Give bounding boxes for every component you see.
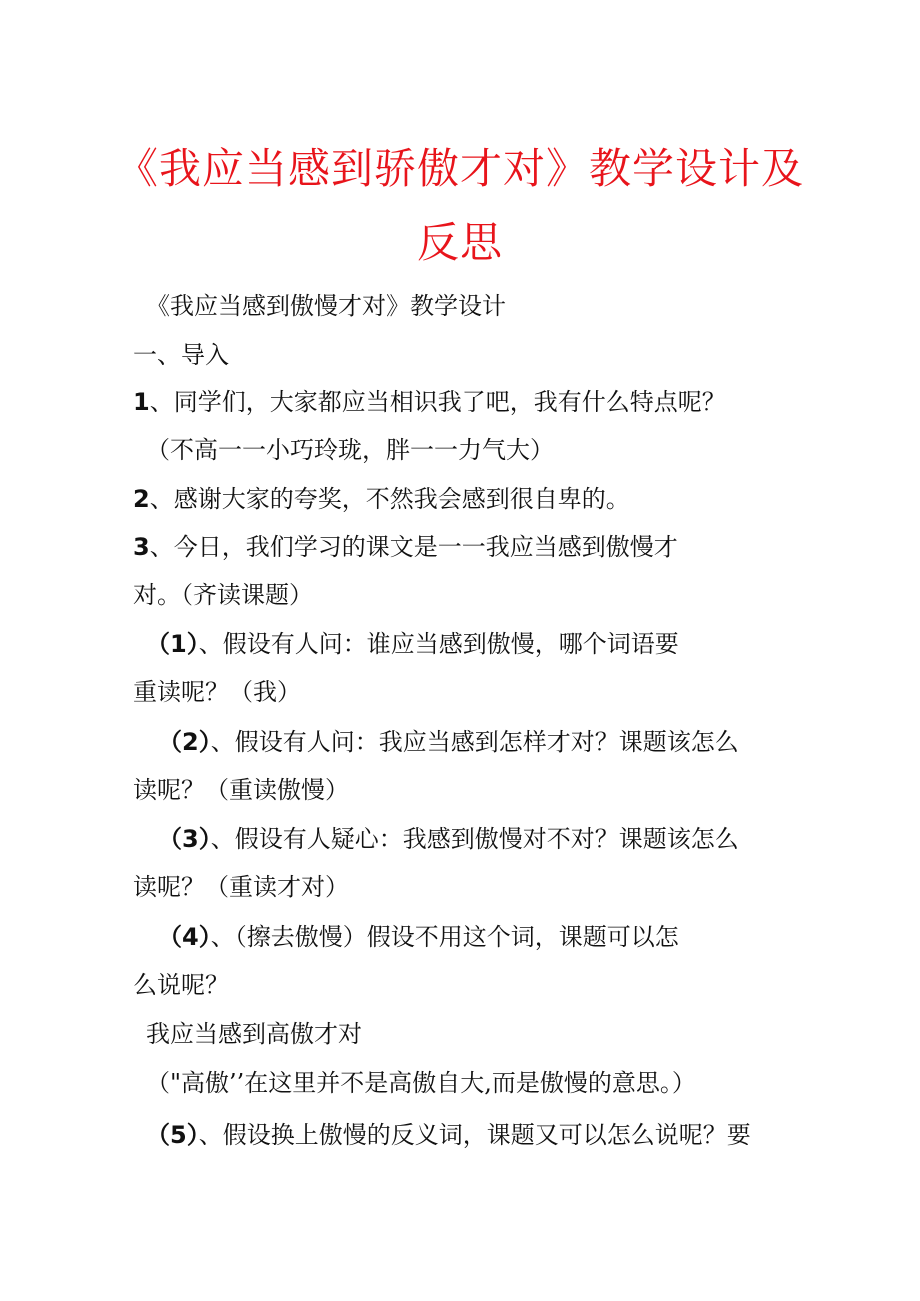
paragraph-sub-1	[146, 632, 679, 656]
item-3-text: 、今日，我们学习的课文是一一我应当感到傲慢才	[149, 533, 678, 561]
item-1-text: 、同学们，大家都应当相识我了吧，我有什么特点呢？	[149, 388, 726, 416]
paragraph-sub-3	[158, 827, 739, 851]
title-line-2: 反思	[416, 218, 503, 267]
sub-5-text: 、假设换上傲慢的反义词，课题又可以怎么说呢？要	[198, 1121, 751, 1149]
title-line-1: 《我应当感到骄傲才对》教学设计及	[115, 144, 804, 193]
section-heading-intro: 一、导入	[133, 341, 229, 369]
sub-4-continuation: 么说呢？	[133, 971, 229, 999]
item-3-number: 3	[133, 533, 150, 561]
example-line: 我应当感到高傲才对	[146, 1020, 362, 1048]
sub-1-text: 、假设有人问：谁应当感到傲慢，哪个词语要	[198, 630, 679, 658]
sub-4-number: （4）	[158, 923, 211, 951]
item-1-number: 1	[133, 388, 150, 416]
paragraph-item-1	[133, 390, 726, 414]
sub-2-number: （2）	[158, 728, 211, 756]
item-2-number: 2	[133, 485, 150, 513]
sub-5-number: （5）	[146, 1121, 199, 1149]
paragraph-item-3	[133, 535, 678, 559]
sub-1-number: （1）	[146, 630, 199, 658]
item-3-continuation: 对。（齐读课题）	[133, 581, 313, 609]
paragraph-sub-4	[158, 925, 679, 949]
sub-1-continuation: 重读呢？（我）	[133, 678, 301, 706]
sub-2-continuation: 读呢？（重读傲慢）	[133, 776, 349, 804]
subtitle: 《我应当感到傲慢才对》教学设计	[146, 292, 506, 320]
sub-3-continuation: 读呢？（重读才对）	[133, 873, 349, 901]
example-note: （"高傲’’在这里并不是高傲自大,而是傲慢的意思。）	[146, 1069, 696, 1097]
item-2-text: 、感谢大家的夸奖，不然我会感到很自卑的。	[149, 485, 630, 513]
item-1-note: （不高一一小巧玲珑，胖一一力气大）	[146, 436, 554, 464]
sub-3-text: 、假设有人疑心：我感到傲慢对不对？课题该怎么	[210, 825, 739, 853]
sub-3-number: （3）	[158, 825, 211, 853]
paragraph-sub-2	[158, 730, 739, 754]
sub-2-text: 、假设有人问：我应当感到怎样才对？课题该怎么	[210, 728, 739, 756]
paragraph-item-2	[133, 487, 630, 511]
paragraph-sub-5	[146, 1123, 751, 1147]
sub-4-text: 、（擦去傲慢）假设不用这个词，课题可以怎	[210, 923, 679, 951]
